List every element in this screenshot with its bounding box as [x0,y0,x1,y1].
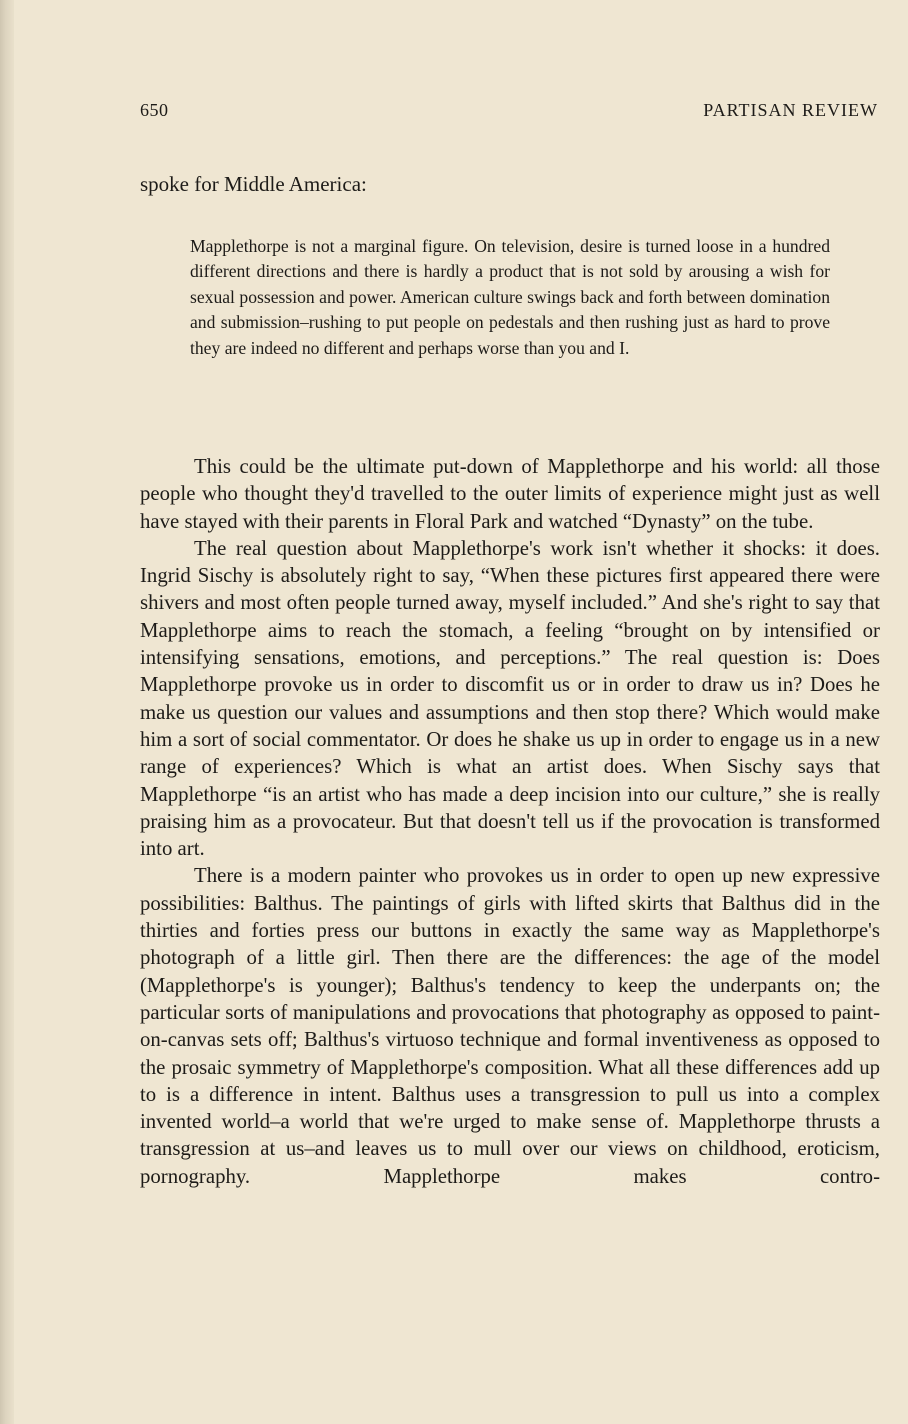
body-text [140,453,880,1190]
paragraph: The real question about Mapplethorpe's work isn't whether it shocks: it does. Ingrid Sischy is absolutely right to say, “When these pictures first appeared there were shivers and most often people turned away, myself included.” And she's right to say that Mapplethorpe aims to reach the stomach, a feeling “brought on by intensified or intensifying sensations, emotions, and perceptions.” The real question is: Does Mapplethorpe provoke us in order to discomfit us or in order to draw us in? Does he make us question our values and assumptions and then stop there? Which would make him a sort of social commentator. Or does he shake us up in order to engage us in a new range of experiences? Which is what an artist does. When Sischy says that Mapplethorpe “is an artist who has made a deep incision into our culture,” she is really praising him as a provocateur. But that doesn't tell us if the provocation is transformed into art. [140,536,880,861]
running-head [140,100,878,126]
lead-in-sentence: spoke for Middle America: [140,172,367,196]
page-number: 650 [140,100,169,120]
journal-title: PARTISAN REVIEW [703,100,878,120]
paragraph: There is a modern painter who provokes us in order to open up new expressive possibilities: Balthus. The paintings of girls with lifted skirts that Balthus did in the thirties and forties press our buttons in exactly the same way as Mapplethorpe's photograph of a little girl. Then there are the differences: the age of the model (Mapplethorpe's is younger); Balthus's tendency to keep the underpants on; the particular sorts of manipulations and provocations that photography as opposed to paint-on-canvas sets off; Balthus's virtuoso technique and formal inventiveness as opposed to the prosaic symmetry of Mapplethorpe's composition. What all these differences add up to is a difference in intent. Balthus uses a transgression to pull us into a complex invented world–a world that we're urged to make sense of. Mapplethorpe thrusts a transgression at us–and leaves us to mull over our views on childhood, eroticism, pornography. Mapplethorpe makes contro- [140,864,880,1188]
block-quotation: Mapplethorpe is not a marginal figure. On television, desire is turned loose in a hundred different directions and there is hardly a product that is not sold by arousing a wish for sexual possession and power. American culture swings back and forth between domination and submission–rushing to put people on pedestals and then rushing just as hard to prove they are indeed no different and perhaps worse than you and I. [190,236,830,358]
paragraph: This could be the ultimate put-down of Mapplethorpe and his world: all those people who thought they'd travelled to the outer limits of experience might just as well have stayed with their parents in Floral Park and watched “Dynasty” on the tube. [140,455,880,533]
